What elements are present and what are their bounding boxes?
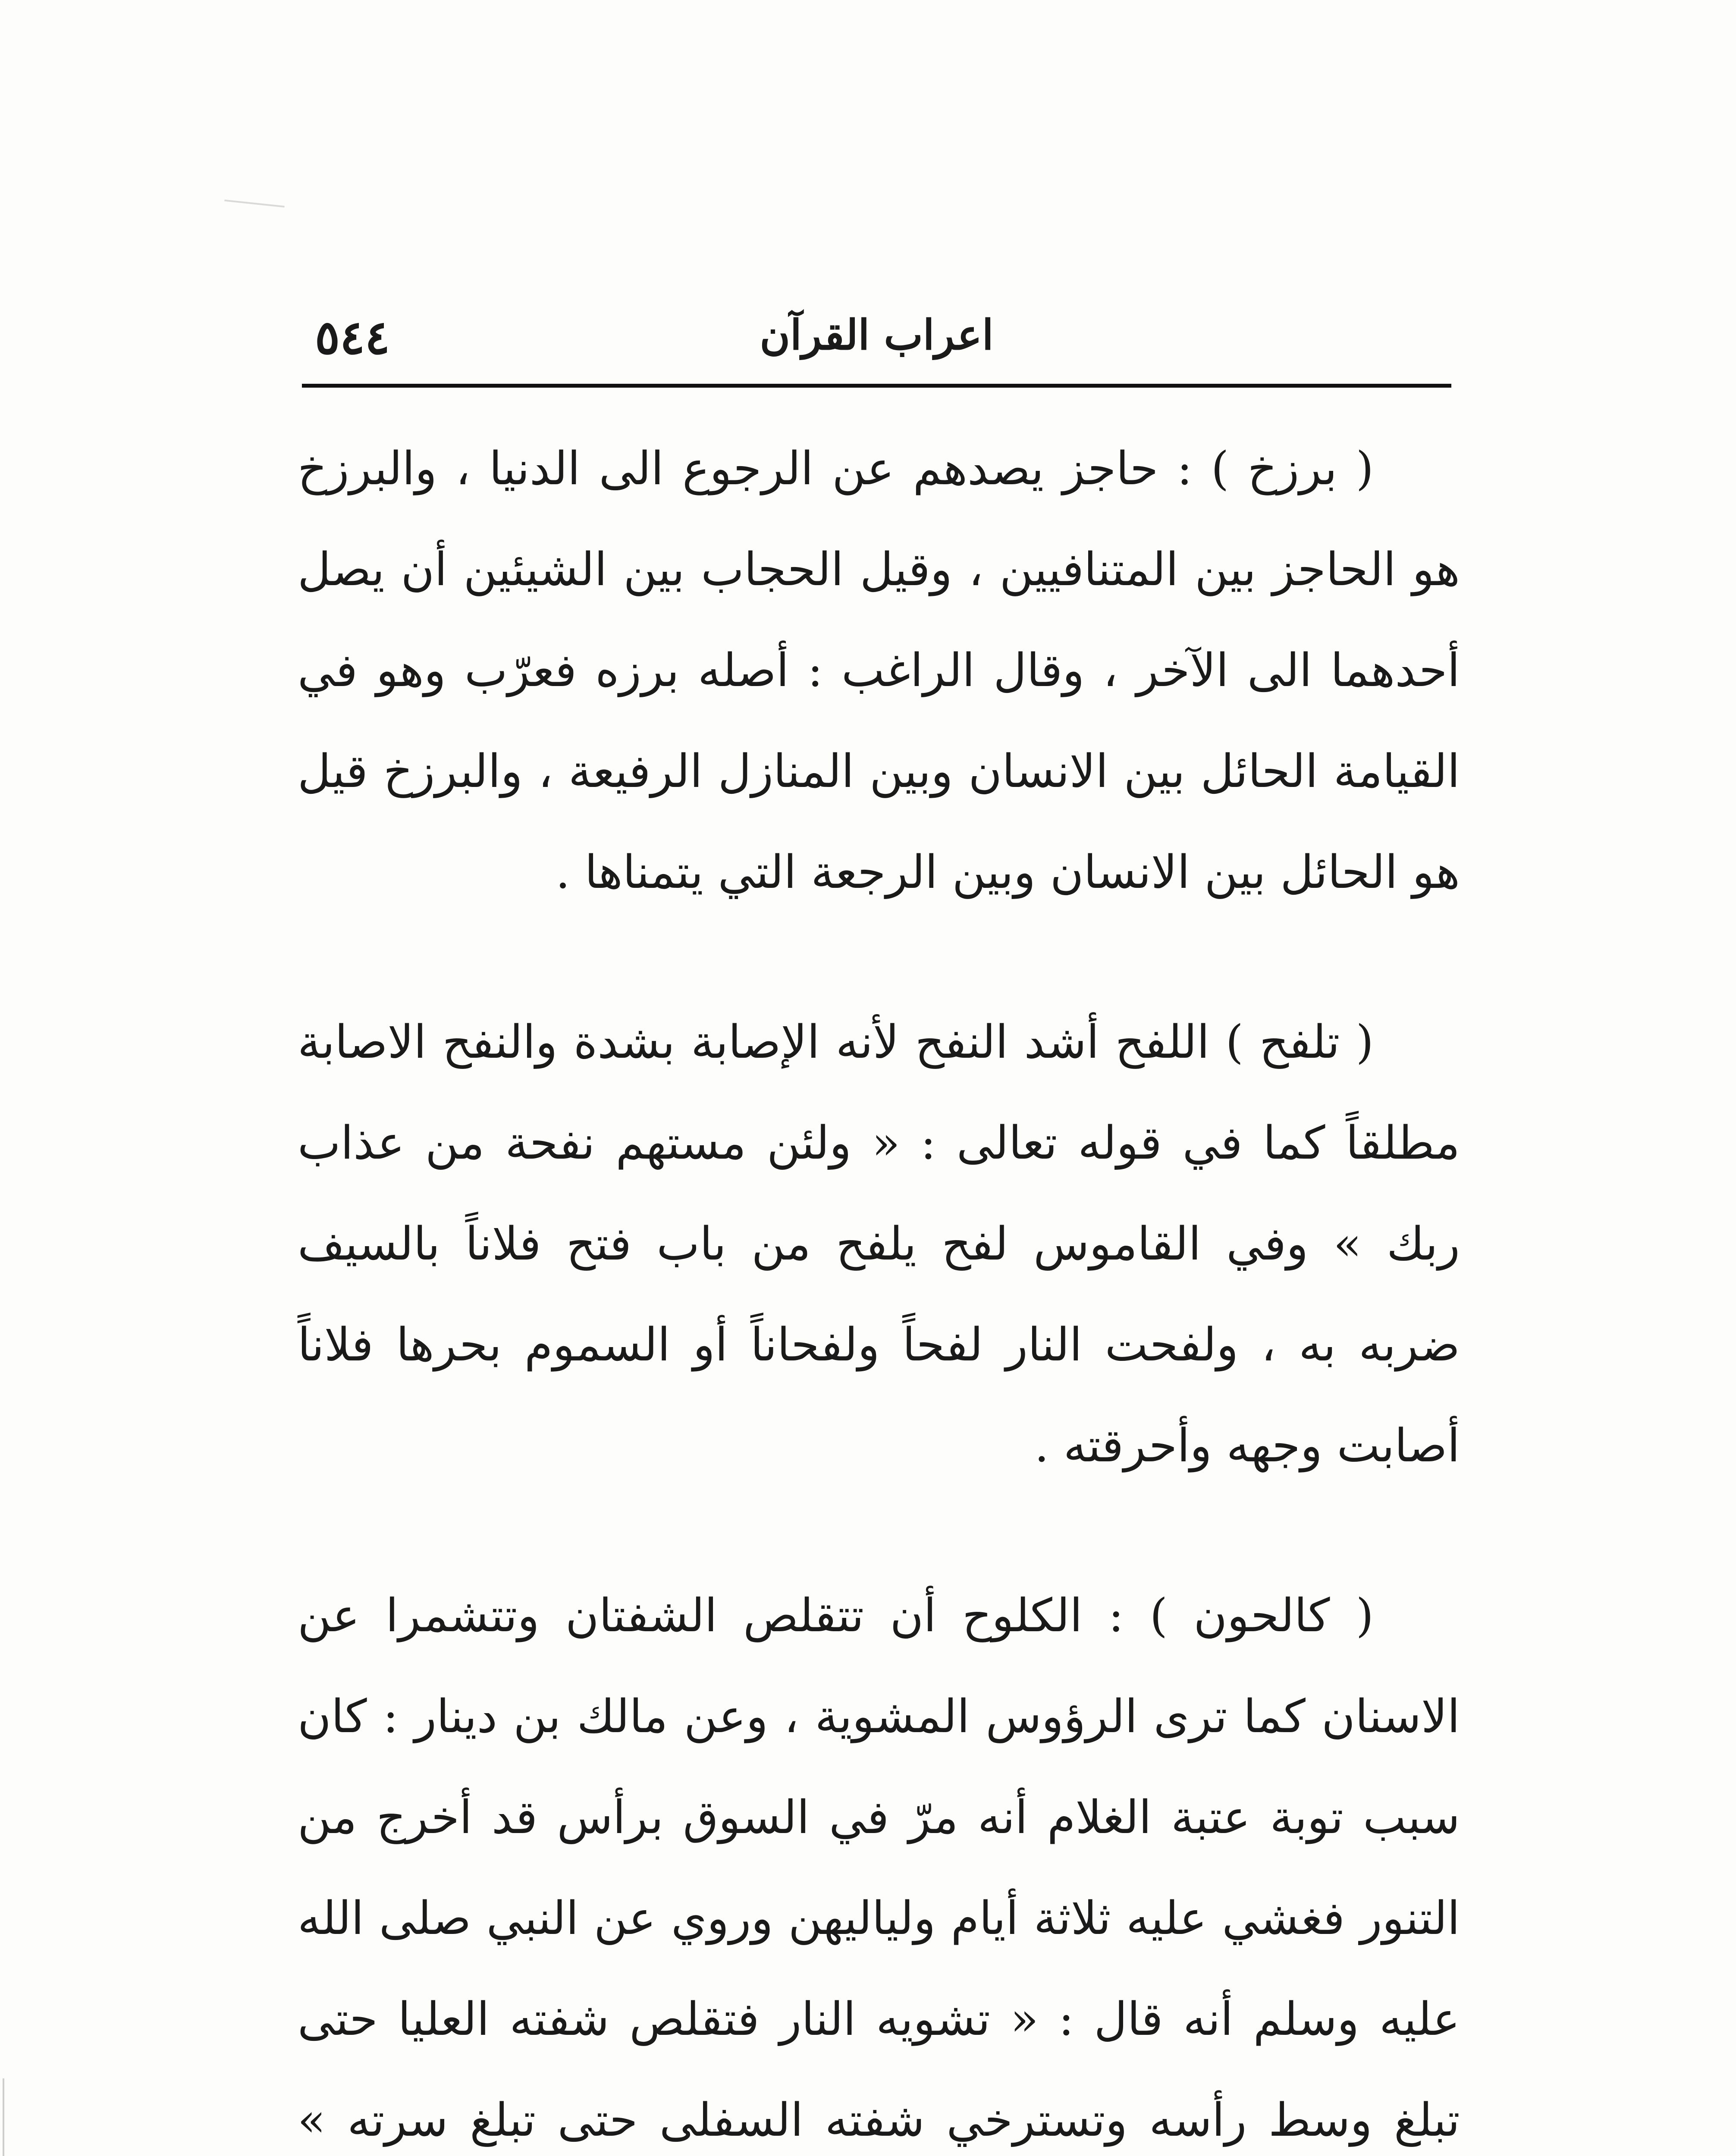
vocab-paragraph-kalihun: ( كالحون ) : الكلوح أن تتقلص الشفتان وتتشمرا عن الاسنان كما ترى الرؤوس المشوية ، وعن مالك بن دينار : كان سبب توبة عتبة الغلام أنه مرّ في السوق برأس قد أخرج من التنور فغشي عليه ثلاثة أيام ولياليهن وروي عن النبي صلى الله عليه وسلم أنه قال : « تشويه النار فتقلص شفته العليا حتى تبلغ وسط رأسه وتسترخي شفته السفلى حتى تبلغ سرته » — [298, 1589, 1460, 2147]
page-body — [298, 418, 1460, 2156]
scan-artifact — [3, 2078, 4, 2156]
page-number: ٥٤٤ — [315, 310, 390, 365]
vocab-paragraph-talfah: ( تلفح ) اللفح أشد النفح لأنه الإصابة بشدة والنفح الاصابة مطلقاً كما في قوله تعالى : « ولئن مستهم نفحة من عذاب ربك » وفي القاموس لفح يلفح من باب فتح فلاناً بالسيف ضربه به ، ولفحت النار لفحاً ولفحاناً أو السموم بحرها فلاناً أصابت وجهه وأحرقته . — [298, 1015, 1460, 1472]
scan-artifact — [224, 200, 285, 208]
running-title: اعراب القرآن — [760, 310, 994, 359]
page-header — [302, 302, 1451, 388]
header-divider — [302, 384, 1451, 388]
vocab-paragraph-barzakh: ( برزخ ) : حاجز يصدهم عن الرجوع الى الدنيا ، والبرزخ هو الحاجز بين المتنافيين ، وقيل الحجاب بين الشيئين أن يصل أحدهما الى الآخر ، وقال الراغب : أصله برزه فعرّب وهو في القيامة الحائل بين الانسان وبين المنازل الرفيعة ، والبرزخ قيل هو الحائل بين الانسان وبين الرجعة التي يتمناها . — [298, 442, 1460, 899]
